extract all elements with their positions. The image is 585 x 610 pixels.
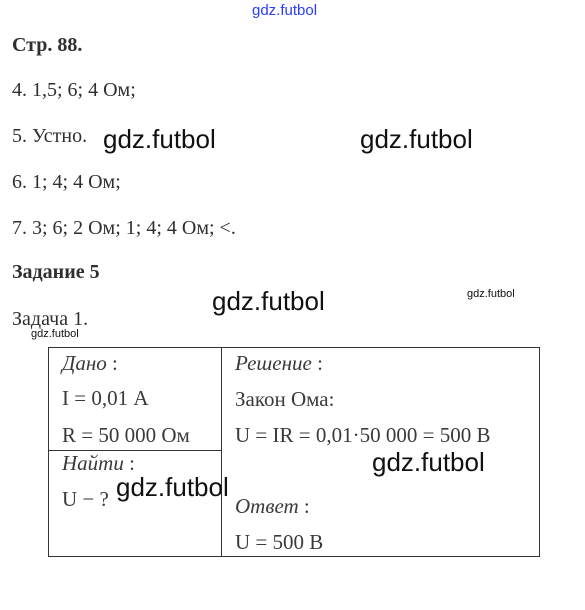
ohm-law-label: Закон Ома:	[235, 387, 335, 411]
given-heading	[62, 351, 118, 375]
solution-label: Решение	[235, 351, 312, 375]
given-colon: :	[112, 351, 118, 375]
solution-heading	[235, 351, 323, 375]
watermark-big-2: gdz.futbol	[360, 124, 473, 154]
answer-line-6: 6. 1; 4; 4 Ом;	[12, 171, 121, 193]
page-header: Стр. 88.	[12, 34, 83, 56]
given-resistance: R = 50 000 Ом	[62, 423, 190, 447]
task-title: Задача 1.	[12, 308, 89, 330]
answer-label: Ответ	[235, 494, 299, 518]
given-current: I = 0,01 А	[62, 386, 149, 410]
solution-colon: :	[317, 351, 323, 375]
watermark-small-1: gdz.futbol	[467, 288, 515, 300]
answer-value: U = 500 В	[235, 530, 324, 554]
answer-line-4: 4. 1,5; 6; 4 Ом;	[12, 79, 136, 101]
answer-line-7: 7. 3; 6; 2 Ом; 1; 4; 4 Ом; <.	[12, 217, 236, 239]
watermark-big-3: gdz.futbol	[212, 286, 325, 316]
find-colon: :	[129, 451, 135, 475]
find-voltage: U − ?	[62, 487, 109, 511]
watermark-big-4: gdz.futbol	[372, 447, 485, 477]
watermark-small-2: gdz.futbol	[31, 328, 79, 340]
find-label: Найти	[62, 451, 124, 475]
answer-line-5: 5. Устно.	[12, 125, 88, 147]
answer-colon: :	[303, 494, 310, 518]
watermark-big-1: gdz.futbol	[103, 124, 216, 154]
ohm-law-formula: U = IR = 0,01·50 000 = 500 В	[235, 423, 491, 447]
watermark-top: gdz.futbol	[252, 2, 318, 19]
answer-heading	[235, 494, 310, 518]
given-label: Дано	[62, 351, 107, 375]
watermark-big-5: gdz.futbol	[116, 472, 229, 502]
table-divider-vertical	[221, 347, 222, 557]
section-title: Задание 5	[12, 261, 100, 283]
